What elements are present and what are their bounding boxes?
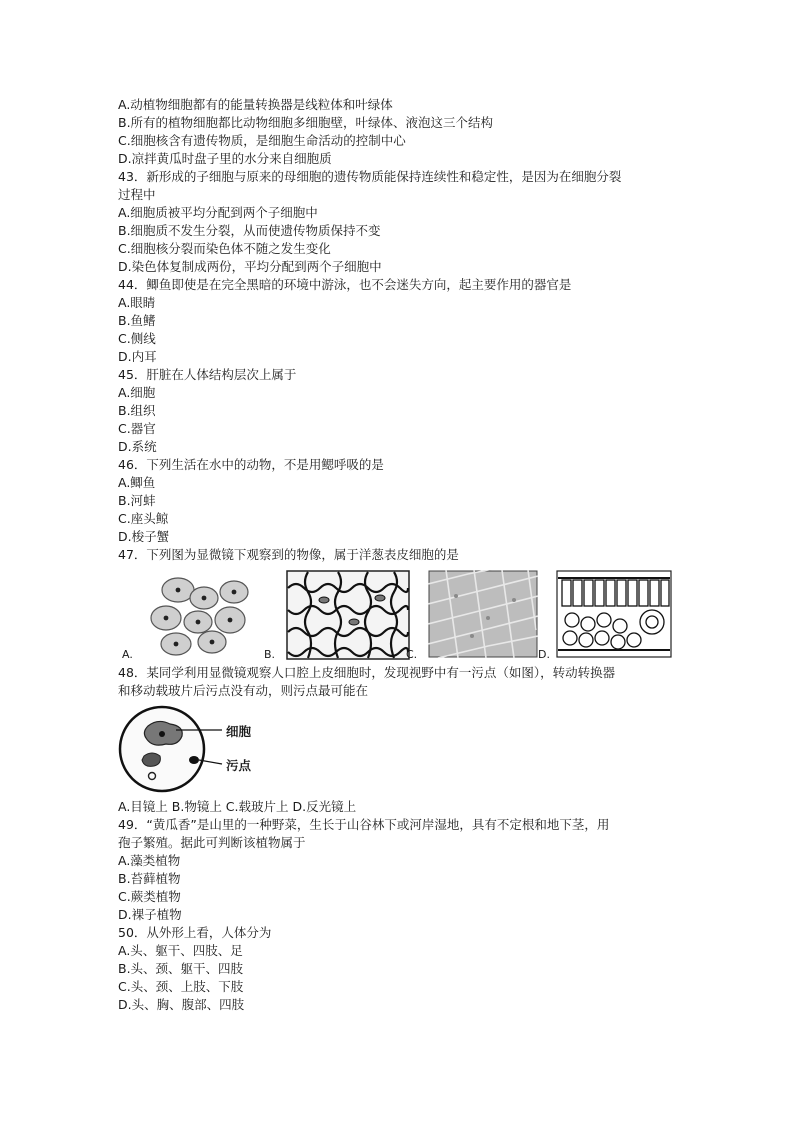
figure-label-d: D. [538,648,550,661]
q44-option-a: A.眼睛 [118,295,156,310]
q48-options: A.目镜上 B.物镜上 C.载玻片上 D.反光镜上 [118,799,357,814]
microscope-image-b [286,570,410,660]
q49-stem: 49．“黄瓜香”是山里的一种野菜，生长于山谷林下或河岸湿地，具有不定根和地下茎，用 [118,817,610,832]
figure-label-a: A. [122,648,133,661]
q43-option-b: B.细胞质不发生分裂，从而使遗传物质保持不变 [118,223,381,238]
q50-option-d: D.头、胸、腹部、四肢 [118,997,245,1012]
q45-option-a: A.细胞 [118,385,156,400]
q49-stem-cont: 孢子繁殖。据此可判断该植物属于 [118,835,306,850]
q48-figure [118,704,698,794]
label-spot: 污点 [226,758,252,773]
q44-stem: 44．鲫鱼即使是在完全黑暗的环境中游泳，也不会迷失方向，起主要作用的器官是 [118,277,572,292]
option-line: C.细胞核含有遗传物质，是细胞生命活动的控制中心 [118,133,406,148]
exam-page [118,96,698,1014]
q48-stem-cont: 和移动载玻片后污点没有动，则污点最可能在 [118,683,369,698]
q49-option-a: A.藻类植物 [118,853,181,868]
q47-figures [118,570,698,662]
microscope-field-of-view [118,704,298,794]
q45-stem: 45．肝脏在人体结构层次上属于 [118,367,297,382]
q44-option-b: B.鱼鳍 [118,313,156,328]
q50-option-b: B.头、颈、躯干、四肢 [118,961,244,976]
q43-option-c: C.细胞核分裂而染色体不随之发生变化 [118,241,331,256]
q49-option-b: B.苔藓植物 [118,871,181,886]
q46-option-a: A.鲫鱼 [118,475,156,490]
q46-option-d: D.梭子蟹 [118,529,170,544]
microscope-image-a [126,570,252,658]
q46-option-c: C.座头鲸 [118,511,169,526]
option-line: D.凉拌黄瓜时盘子里的水分来自细胞质 [118,151,332,166]
microscope-image-d [556,570,672,658]
q45-option-d: D.系统 [118,439,157,454]
q43-option-d: D.染色体复制成两份，平均分配到两个子细胞中 [118,259,382,274]
q50-option-a: A.头、躯干、四肢、足 [118,943,243,958]
q46-stem: 46．下列生活在水中的动物，不是用鳃呼吸的是 [118,457,384,472]
q48-stem: 48．某同学利用显微镜观察人口腔上皮细胞时，发现视野中有一污点（如图），转动转换器 [118,665,616,680]
q43-stem: 43．新形成的子细胞与原来的母细胞的遗传物质能保持连续性和稳定性，是因为在细胞分裂 [118,169,622,184]
label-cell: 细胞 [226,724,252,739]
q45-option-b: B.组织 [118,403,156,418]
q47-stem: 47．下列图为显微镜下观察到的物像，属于洋葱表皮细胞的是 [118,547,459,562]
figure-label-c: C. [406,648,418,661]
q49-option-c: C.蕨类植物 [118,889,181,904]
figure-label-b: B. [264,648,276,661]
q44-option-c: C.侧线 [118,331,156,346]
option-line: B.所有的植物细胞都比动物细胞多细胞壁，叶绿体、液泡这三个结构 [118,115,494,130]
q49-option-d: D.裸子植物 [118,907,182,922]
option-line: A.动植物细胞都有的能量转换器是线粒体和叶绿体 [118,97,393,112]
q43-stem-cont: 过程中 [118,187,156,202]
q44-option-d: D.内耳 [118,349,157,364]
q46-option-b: B.河蚌 [118,493,156,508]
q45-option-c: C.器官 [118,421,156,436]
q50-option-c: C.头、颈、上肢、下肢 [118,979,244,994]
microscope-image-c [428,570,538,658]
q43-option-a: A.细胞质被平均分配到两个子细胞中 [118,205,318,220]
q50-stem: 50．从外形上看，人体分为 [118,925,272,940]
